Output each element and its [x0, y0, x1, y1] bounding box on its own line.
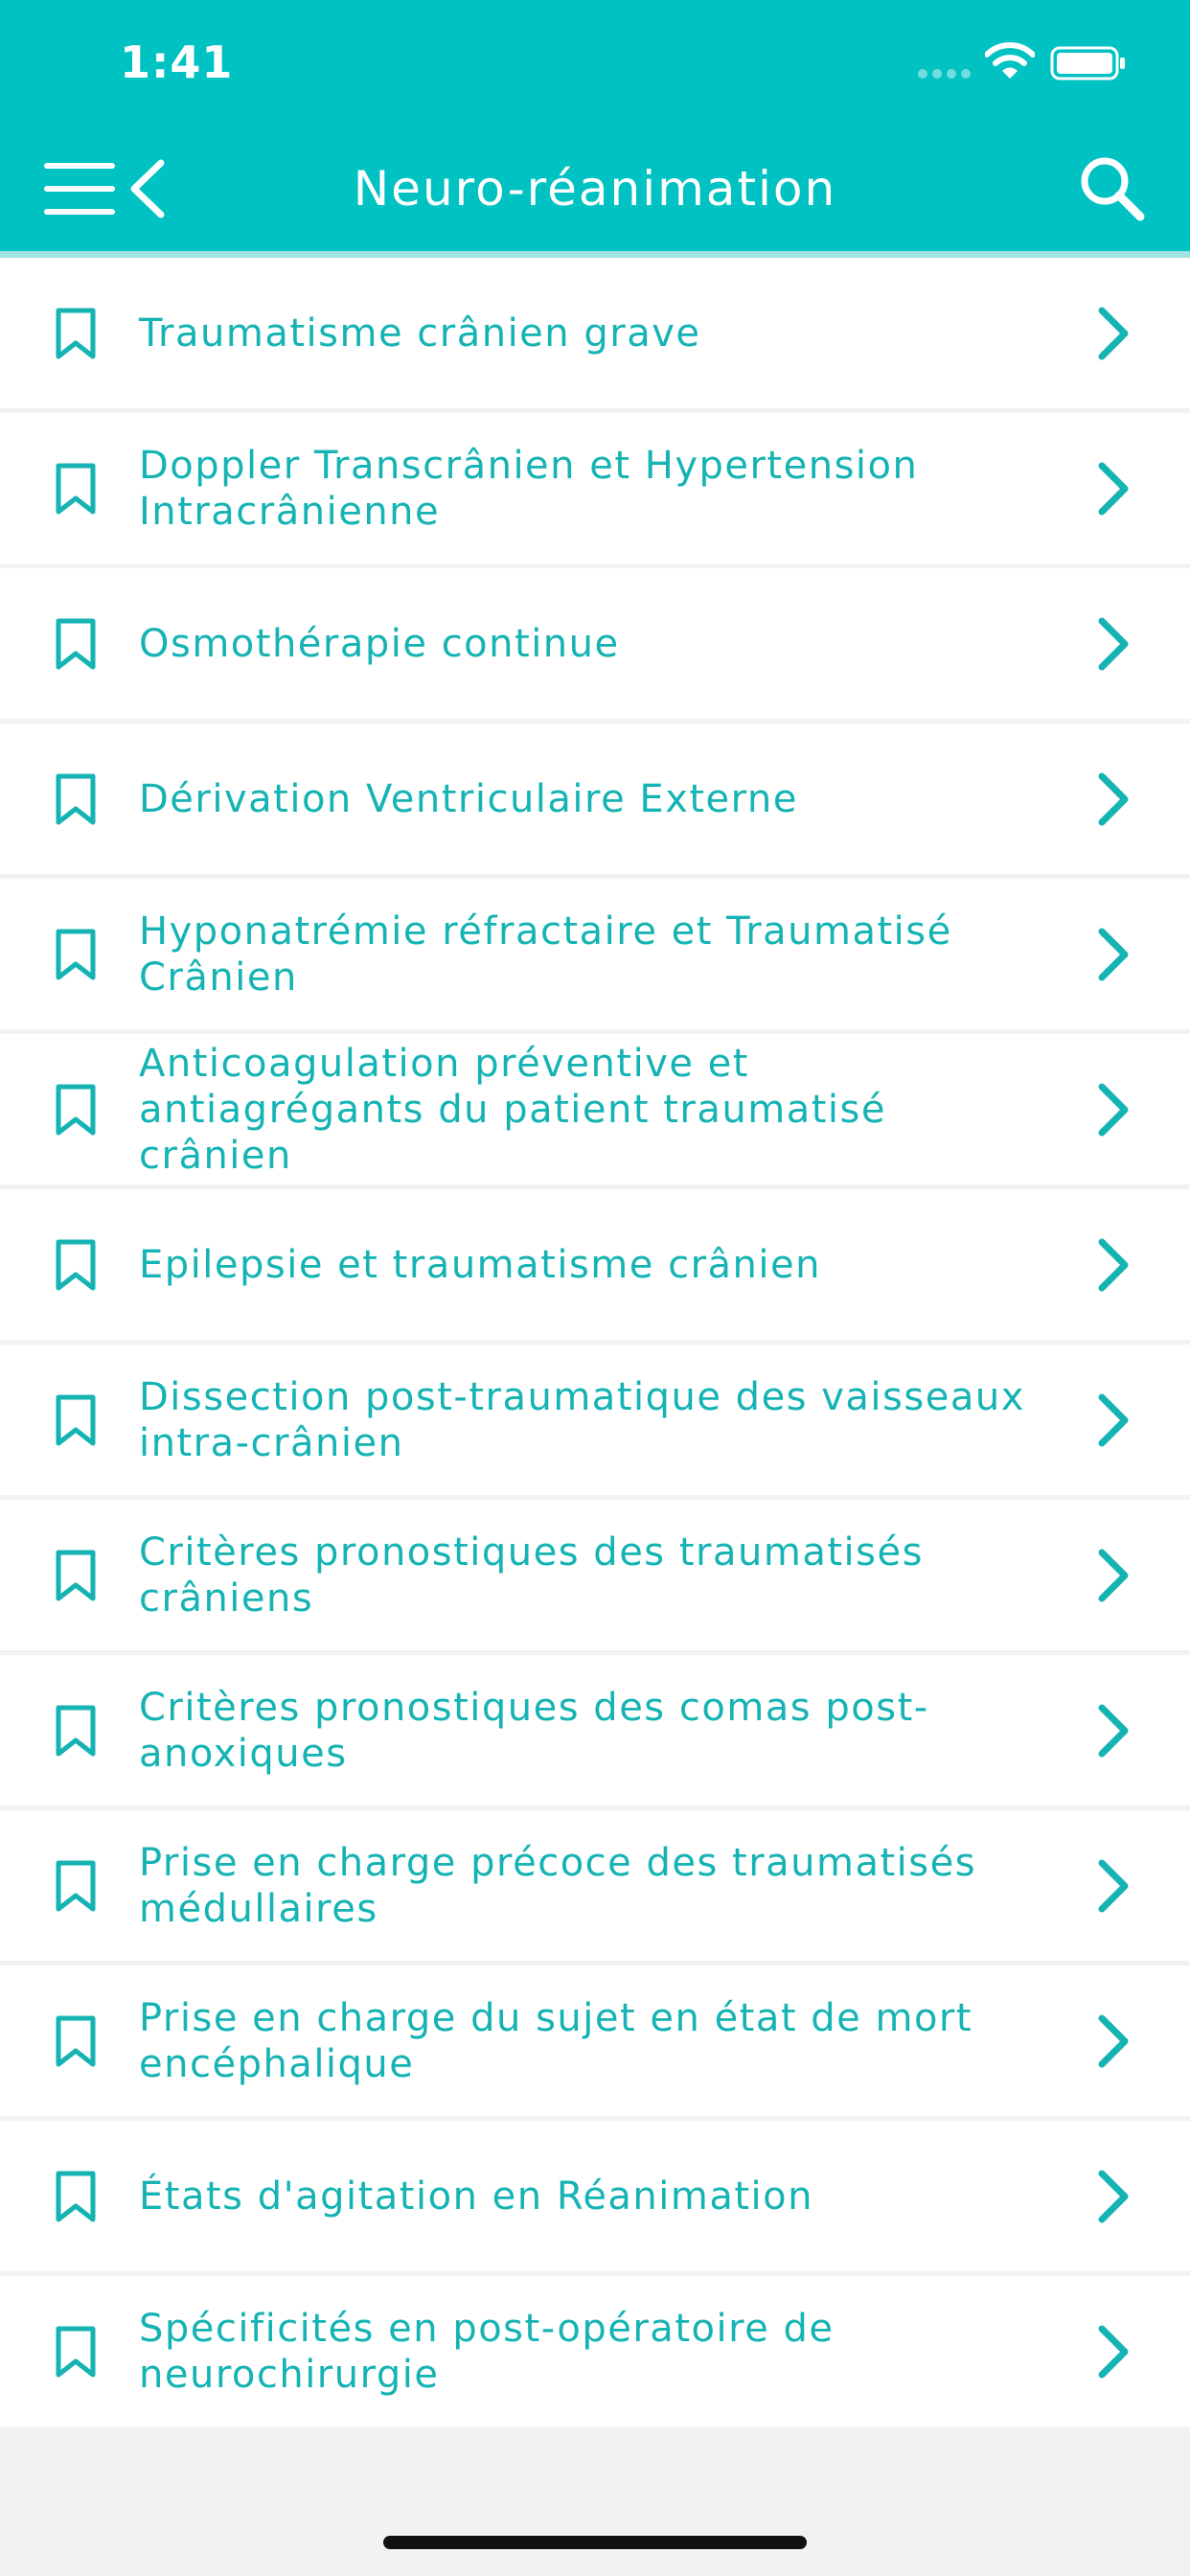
- chevron-right-icon: [1094, 460, 1133, 518]
- bookmark-icon[interactable]: [55, 617, 97, 671]
- bookmark-icon[interactable]: [55, 1549, 97, 1602]
- list-item-label: États d'agitation en Réanimation: [139, 2174, 813, 2219]
- chevron-right-icon: [1094, 1547, 1133, 1604]
- list-item[interactable]: [0, 1345, 1190, 1495]
- wifi-icon: [985, 42, 1035, 80]
- list-item[interactable]: [0, 2121, 1190, 2271]
- chevron-right-icon: [1094, 2168, 1133, 2225]
- bookmark-icon[interactable]: [55, 772, 97, 826]
- bookmark-icon[interactable]: [55, 2325, 97, 2379]
- header-bar: [0, 0, 1190, 255]
- page-title: Neuro-réanimation: [353, 161, 837, 217]
- chevron-right-icon: [1094, 926, 1133, 983]
- list-item[interactable]: [0, 1810, 1190, 1961]
- list-item-label: Prise en charge précoce des traumatisés médullaires: [139, 1840, 977, 1931]
- list-item-label: Hyponatrémie réfractaire et Traumatisé Crânien: [139, 908, 952, 1000]
- chapter-list: [0, 258, 1190, 2431]
- chevron-right-icon: [1094, 1392, 1133, 1449]
- bookmark-icon[interactable]: [55, 1238, 97, 1292]
- chevron-right-icon: [1094, 2012, 1133, 2070]
- list-item[interactable]: [0, 1189, 1190, 1340]
- bookmark-icon[interactable]: [55, 307, 97, 360]
- chevron-right-icon: [1094, 770, 1133, 828]
- list-item[interactable]: [0, 2276, 1190, 2426]
- list-item-label: Critères pronostiques des comas post-anoxiques: [139, 1685, 929, 1776]
- list-item-label: Prise en charge du sujet en état de mort encéphalique: [139, 1995, 973, 2086]
- chevron-right-icon: [1094, 1081, 1133, 1138]
- list-item-label: Traumatisme crânien grave: [139, 310, 701, 356]
- bookmark-icon[interactable]: [55, 1083, 97, 1137]
- bookmark-icon[interactable]: [55, 928, 97, 981]
- home-indicator[interactable]: [383, 2536, 807, 2549]
- list-item[interactable]: [0, 1966, 1190, 2116]
- battery-icon: [1050, 46, 1127, 80]
- chevron-right-icon: [1094, 1236, 1133, 1294]
- cellular-signal-icon: [918, 69, 972, 80]
- list-item[interactable]: [0, 1655, 1190, 1806]
- list-item-label: Critères pronostiques des traumatisés crâniens: [139, 1530, 924, 1621]
- list-item-label: Epilepsie et traumatisme crânien: [139, 1242, 821, 1287]
- bookmark-icon[interactable]: [55, 1704, 97, 1758]
- list-item-label: Anticoagulation préventive et antiagrégants du patient traumatisé crânien: [139, 1041, 886, 1178]
- status-time: 1:41: [120, 36, 234, 88]
- list-item-label: Dissection post-traumatique des vaisseaux intra-crânien: [139, 1374, 1025, 1465]
- chevron-right-icon: [1094, 1702, 1133, 1760]
- list-item[interactable]: [0, 568, 1190, 719]
- chevron-right-icon: [1094, 1857, 1133, 1915]
- list-item[interactable]: [0, 258, 1190, 408]
- search-button[interactable]: [1079, 155, 1146, 222]
- list-item[interactable]: [0, 413, 1190, 564]
- bookmark-icon[interactable]: [55, 462, 97, 516]
- list-item-label: Dérivation Ventriculaire Externe: [139, 776, 798, 821]
- bookmark-icon[interactable]: [55, 1393, 97, 1447]
- list-item[interactable]: [0, 879, 1190, 1029]
- list-item-label: Spécificités en post-opératoire de neurochirurgie: [139, 2306, 835, 2397]
- menu-back-button[interactable]: [44, 159, 169, 220]
- list-item-label: Osmothérapie continue: [139, 621, 620, 666]
- list-item[interactable]: [0, 724, 1190, 874]
- bookmark-icon[interactable]: [55, 2014, 97, 2068]
- bookmark-icon[interactable]: [55, 2170, 97, 2223]
- header-divider: [0, 251, 1190, 258]
- list-item[interactable]: [0, 1500, 1190, 1650]
- list-item[interactable]: [0, 1034, 1190, 1184]
- chevron-right-icon: [1094, 615, 1133, 673]
- chevron-right-icon: [1094, 2323, 1133, 2380]
- bookmark-icon[interactable]: [55, 1859, 97, 1913]
- chevron-right-icon: [1094, 305, 1133, 362]
- list-item-label: Doppler Transcrânien et Hypertension Intracrânienne: [139, 443, 919, 534]
